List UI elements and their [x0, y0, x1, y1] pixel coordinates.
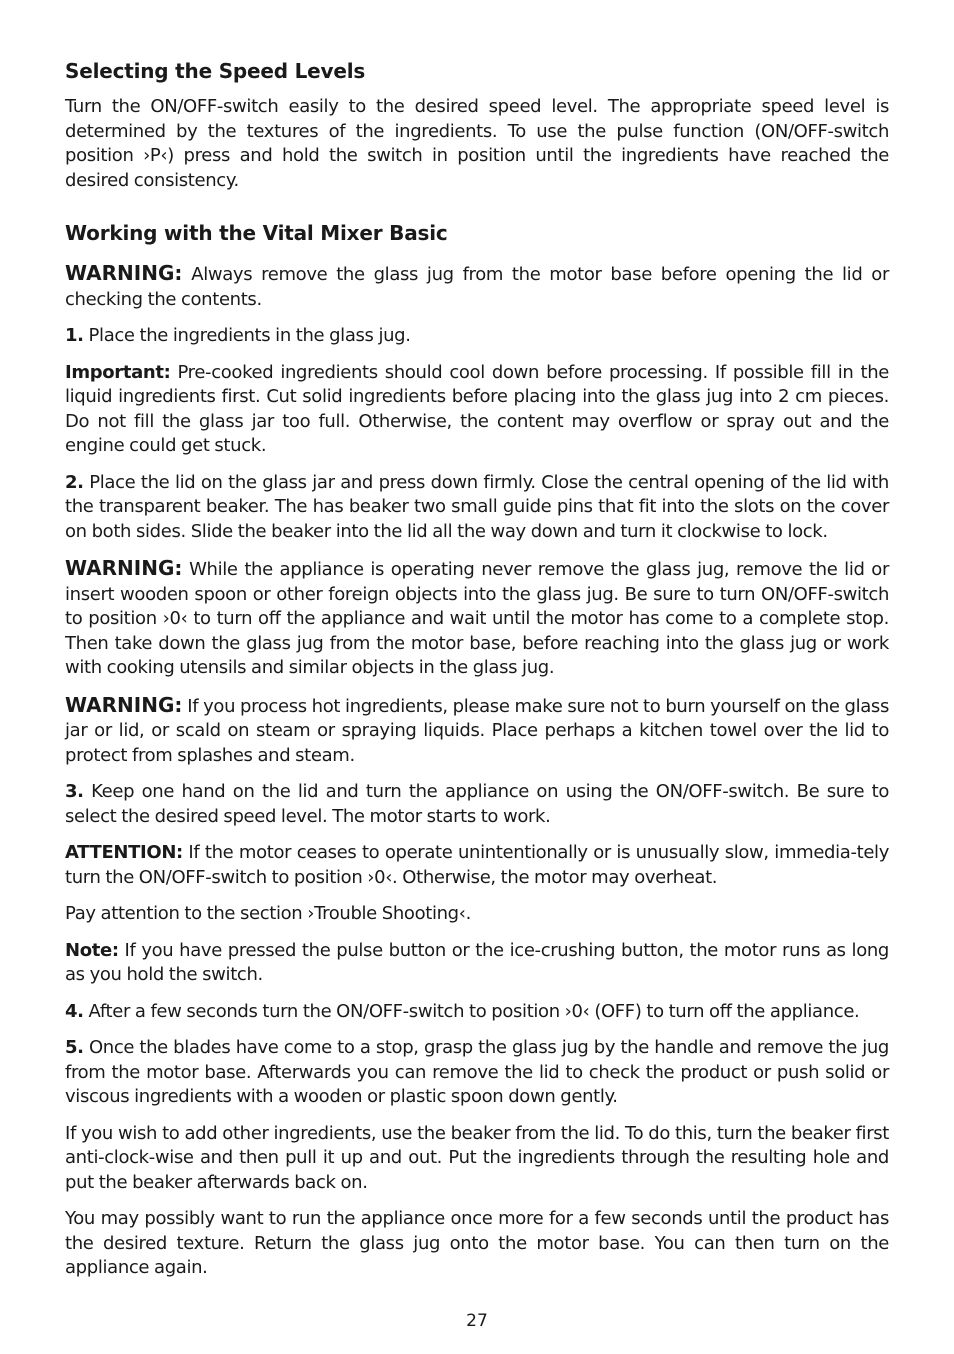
step-5 — [65, 1036, 889, 1110]
step-number: 1. — [65, 325, 84, 346]
warning-text: Always remove the glass jug from the motor base before opening the lid or checking the contents. — [65, 264, 889, 310]
warning-paragraph-1 — [65, 261, 889, 312]
important-text: Pre-cooked ingredients should cool down before processing. If possible fill in the liquid ingredients first. Cut solid ingredients before placing into the glass jug into 2 cm pieces. Do not fill the glass jar too full. Otherwise, the content may overflow or spray out and the engine could get stuck. — [65, 361, 889, 456]
attention-label: ATTENTION: — [65, 842, 183, 863]
step-text: Place the ingredients in the glass jug. — [83, 325, 411, 346]
important-paragraph — [65, 361, 889, 459]
important-label: Important: — [65, 361, 171, 383]
note-paragraph — [65, 939, 889, 988]
step-text: Keep one hand on the lid and turn the appliance on using the ON/OFF-switch. Be sure to select the desired speed level. The motor starts to work. — [65, 781, 889, 827]
paragraph-speed-levels: Turn the ON/OFF-switch easily to the desired speed level. The appropriate speed level is determined by the textures of the ingredients. To use the pulse function (ON/OFF-switch position ›P‹) press and hold the switch in position until the ingredients have reached the desired consistency. — [65, 96, 889, 191]
step-2 — [65, 471, 889, 545]
note-label: Note: — [65, 939, 119, 961]
step-number: 2. — [65, 471, 84, 493]
page-number: 27 — [466, 1311, 488, 1331]
step-number: 5. — [65, 1037, 84, 1058]
warning-label: WARNING: — [65, 261, 183, 285]
step-text: Place the lid on the glass jar and press down firmly. Close the central opening of the lid with the transparent beaker. The has beaker two small guide pins that fit into the slots on the cover on both sides. Slide the beaker into the lid all the way down and turn it clockwise to lock. — [65, 471, 889, 542]
step-4 — [65, 1000, 889, 1025]
step-text: Once the blades have come to a stop, grasp the glass jug by the handle and remove the jug from the motor base. Afterwards you can remove the lid to check the product or push solid or viscous ingredients with a wooden or plastic spoon down gently. — [65, 1037, 889, 1107]
step-3 — [65, 780, 889, 829]
run-again-paragraph: You may possibly want to run the appliance once more for a few seconds until the product has the desired texture. Return the glass jug onto the motor base. You can then turn on the appliance again. — [65, 1208, 889, 1278]
warning-paragraph-3 — [65, 693, 889, 769]
trouble-shooting-paragraph: Pay attention to the section ›Trouble Shooting‹. — [65, 903, 471, 924]
attention-text: If the motor ceases to operate unintentionally or is unusually slow, immedia-tely turn the ON/OFF-switch to position ›0‹. Otherwise, the motor may overheat. — [65, 842, 889, 888]
step-number: 3. — [65, 781, 84, 802]
add-ingredients-paragraph: If you wish to add other ingredients, use the beaker from the lid. To do this, turn the beaker first anti-clock-wise and then pull it up and out. Put the ingredients through the resulting hole and put the beaker afterwards back on. — [65, 1122, 889, 1193]
warning-label: WARNING: — [65, 692, 183, 717]
attention-paragraph — [65, 841, 889, 890]
warning-text: If you process hot ingredients, please make sure not to burn yourself on the glass jar or lid, or scald on steam or spraying liquids. Place perhaps a kitchen towel over the lid to protect from splashes and steam. — [65, 695, 889, 766]
warning-label: WARNING: — [65, 556, 183, 580]
heading-selecting-speed-levels: Selecting the Speed Levels — [65, 59, 366, 83]
step-text: After a few seconds turn the ON/OFF-switch to position ›0‹ (OFF) to turn off the appliance. — [83, 1000, 860, 1022]
step-number: 4. — [65, 1000, 84, 1022]
heading-working-with-mixer: Working with the Vital Mixer Basic — [65, 221, 448, 245]
note-text: If you have pressed the pulse button or the ice-crushing button, the motor runs as long as you hold the switch. — [65, 939, 889, 985]
document-body — [65, 58, 889, 1281]
warning-paragraph-2 — [65, 556, 889, 681]
warning-text: While the appliance is operating never remove the glass jug, remove the lid or insert wooden spoon or other foreign objects into the glass jug. Be sure to turn ON/OFF-switch to position ›0‹ to turn off the appliance and wait until the motor has come to a complete stop. Then take down the glass jug from the motor base, before reaching into the glass jug or work with cooking utensils and similar objects in the glass jug. — [65, 559, 889, 678]
step-1 — [65, 324, 889, 349]
